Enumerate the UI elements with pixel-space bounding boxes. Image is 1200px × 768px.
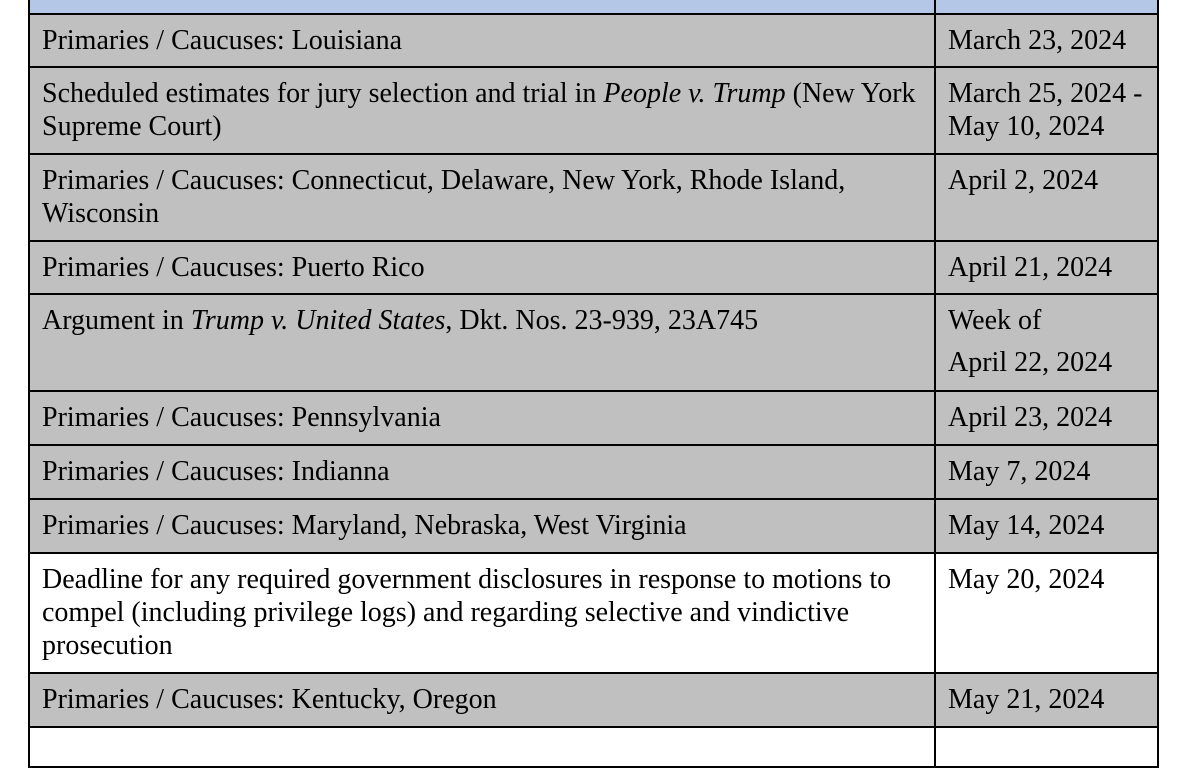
- date-text: March 23, 2024: [948, 25, 1127, 56]
- date-cell: [935, 67, 1158, 154]
- date-text: March 25, 2024 -: [948, 78, 1143, 109]
- event-text: Primaries / Caucuses: Pennsylvania: [42, 402, 441, 433]
- date-text: April 22, 2024: [948, 347, 1113, 378]
- schedule-table-container: [28, 0, 1159, 768]
- date-cell: [935, 241, 1158, 294]
- event-text: Primaries / Caucuses: Connecticut, Delaware, New York, Rhode Island, Wisconsin: [42, 165, 846, 229]
- event-cell: [29, 673, 935, 727]
- event-cell-partial: [29, 0, 935, 14]
- table-row: [29, 499, 1158, 553]
- event-text: Argument in: [42, 305, 191, 336]
- date-cell: [935, 445, 1158, 499]
- case-name: People v. Trump: [603, 78, 786, 109]
- date-cell: [935, 553, 1158, 673]
- case-name: Trump v. United States: [190, 305, 446, 336]
- date-cell: [935, 391, 1158, 445]
- date-text: May 21, 2024: [948, 684, 1105, 715]
- table-row: [29, 14, 1158, 67]
- event-text: Primaries / Caucuses: Puerto Rico: [42, 252, 425, 283]
- event-cell: [29, 154, 935, 241]
- event-cell-partial: [29, 727, 935, 767]
- schedule-table: [28, 0, 1159, 768]
- event-text: , Dkt. Nos. 23-939, 23A745: [445, 305, 759, 336]
- date-text: April 2, 2024: [948, 165, 1099, 196]
- table-row: [29, 154, 1158, 241]
- table-row-partial: [29, 727, 1158, 767]
- date-text: April 21, 2024: [948, 252, 1113, 283]
- date-cell: [935, 499, 1158, 553]
- date-text: Week of: [948, 305, 1042, 336]
- table-row: [29, 241, 1158, 294]
- event-cell: [29, 241, 935, 294]
- event-text: Deadline for any required government disclosures in response to motions to compel (including privilege logs) and regarding selective and vindictive prosecution: [42, 564, 892, 661]
- table-row: [29, 294, 1158, 391]
- event-cell: [29, 499, 935, 553]
- date-text: May 20, 2024: [948, 564, 1105, 595]
- date-cell-partial: [935, 727, 1158, 767]
- date-text: May 14, 2024: [948, 510, 1105, 541]
- date-text: May 10, 2024: [948, 111, 1105, 142]
- date-cell: [935, 14, 1158, 67]
- event-cell: [29, 294, 935, 391]
- date-cell-partial: [935, 0, 1158, 14]
- event-text: Primaries / Caucuses: Indianna: [42, 456, 390, 487]
- table-row: [29, 673, 1158, 727]
- date-cell: [935, 673, 1158, 727]
- event-cell: [29, 67, 935, 154]
- event-cell: [29, 553, 935, 673]
- event-text: (New York Supreme Court): [42, 78, 916, 142]
- event-text: Primaries / Caucuses: Maryland, Nebraska, West Virginia: [42, 510, 687, 541]
- event-cell: [29, 391, 935, 445]
- table-row: [29, 553, 1158, 673]
- table-row: [29, 445, 1158, 499]
- event-text: Primaries / Caucuses: Kentucky, Oregon: [42, 684, 497, 715]
- table-row-partial: [29, 0, 1158, 14]
- date-text: May 7, 2024: [948, 456, 1091, 487]
- date-cell: [935, 294, 1158, 391]
- date-text: April 23, 2024: [948, 402, 1113, 433]
- event-text: Primaries / Caucuses: Louisiana: [42, 25, 403, 56]
- table-row: [29, 67, 1158, 154]
- event-cell: [29, 445, 935, 499]
- date-cell: [935, 154, 1158, 241]
- event-cell: [29, 14, 935, 67]
- table-row: [29, 391, 1158, 445]
- event-text: Scheduled estimates for jury selection and trial in: [42, 78, 604, 109]
